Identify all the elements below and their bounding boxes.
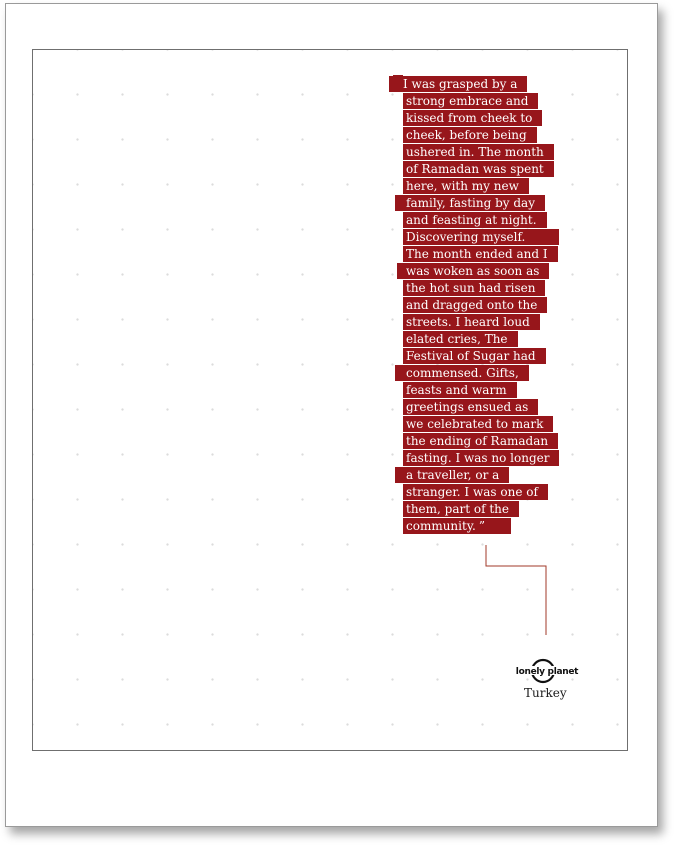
poster [32,49,628,751]
quote-line: stranger. I was one of [389,484,584,501]
quote-line: Discovering myself. [389,229,584,246]
quote-line: strong embrace and [389,93,584,110]
quote-line: the hot sun had risen [389,280,584,297]
quote-line: a traveller, or a [389,467,584,484]
quote-line: and feasting at night. [389,212,584,229]
page-frame [5,3,658,827]
quote-line: we celebrated to mark [389,416,584,433]
quote-line: feasts and warm [389,382,584,399]
quote-line: community. ” [389,518,584,535]
quote-line: streets. I heard loud [389,314,584,331]
svg-text:lonely planet: lonely planet [515,667,579,677]
lonely-planet-logo-mark [513,656,581,688]
quote-line: greetings ensued as [389,399,584,416]
close-quote-mark: ” [478,519,485,533]
quote-line: and dragged onto the [389,297,584,314]
quote-line: commensed. Gifts, [389,365,584,382]
quote-line: family, fasting by day [389,195,584,212]
quote-line: elated cries, The [389,331,584,348]
destination-label: Turkey [524,686,567,700]
quote-line: of Ramadan was spent [389,161,584,178]
quote-text [389,76,584,535]
quote-line: here, with my new [389,178,584,195]
quote-line: I was grasped by a [389,76,584,93]
quote-line: Festival of Sugar had [389,348,584,365]
quote-line: fasting. I was no longer [389,450,584,467]
quote-line: cheek, before being [389,127,584,144]
quote-line: The month ended and I [389,246,584,263]
quote-line: them, part of the [389,501,584,518]
quote-line: ushered in. The month [389,144,584,161]
quote-line: was woken as soon as [389,263,584,280]
quote-line: kissed from cheek to [389,110,584,127]
quote-line: the ending of Ramadan [389,433,584,450]
